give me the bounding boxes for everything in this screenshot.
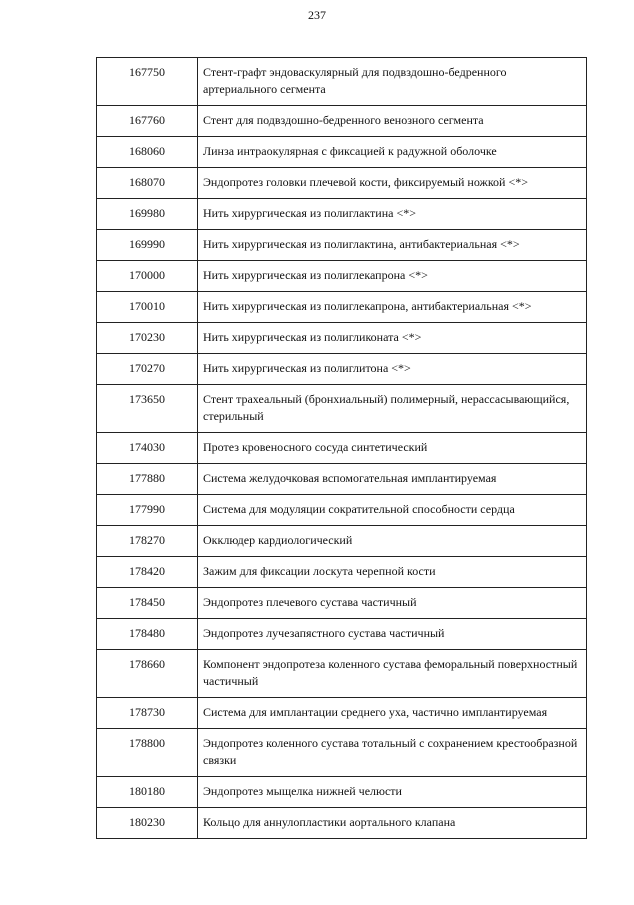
item-name: Окклюдер кардиологический xyxy=(198,526,587,557)
item-name: Эндопротез коленного сустава тотальный с сохранением крестообразной связки xyxy=(198,729,587,777)
table-row xyxy=(97,323,587,354)
item-code: 170270 xyxy=(97,354,198,385)
item-name: Эндопротез мыщелка нижней челюсти xyxy=(198,777,587,808)
table-row xyxy=(97,495,587,526)
page-number: 237 xyxy=(308,8,326,22)
item-code: 177880 xyxy=(97,464,198,495)
item-name: Нить хирургическая из полиглактина <*> xyxy=(198,199,587,230)
item-code: 170000 xyxy=(97,261,198,292)
item-name: Стент трахеальный (бронхиальный) полимерный, нерассасывающийся, стерильный xyxy=(198,385,587,433)
item-code: 178450 xyxy=(97,588,198,619)
item-name: Нить хирургическая из полиглактина, антибактериальная <*> xyxy=(198,230,587,261)
item-name: Система для имплантации среднего уха, частично имплантируемая xyxy=(198,698,587,729)
item-code: 180230 xyxy=(97,808,198,839)
table-row xyxy=(97,230,587,261)
item-name: Система желудочковая вспомогательная имплантируемая xyxy=(198,464,587,495)
item-code: 167760 xyxy=(97,106,198,137)
table-row xyxy=(97,464,587,495)
item-code: 168060 xyxy=(97,137,198,168)
table-row xyxy=(97,557,587,588)
item-name: Стент-графт эндоваскулярный для подвздошно-бедренного артериального сегмента xyxy=(198,58,587,106)
table-row xyxy=(97,777,587,808)
table-row xyxy=(97,698,587,729)
item-code: 169980 xyxy=(97,199,198,230)
table-row xyxy=(97,729,587,777)
item-code: 170230 xyxy=(97,323,198,354)
item-code: 167750 xyxy=(97,58,198,106)
item-code: 178800 xyxy=(97,729,198,777)
item-code: 178660 xyxy=(97,650,198,698)
item-code: 170010 xyxy=(97,292,198,323)
table-row xyxy=(97,354,587,385)
item-code: 178270 xyxy=(97,526,198,557)
item-name: Система для модуляции сократительной способности сердца xyxy=(198,495,587,526)
table-row xyxy=(97,106,587,137)
table-row xyxy=(97,526,587,557)
device-registry-table xyxy=(96,57,587,839)
item-name: Нить хирургическая из полиглитона <*> xyxy=(198,354,587,385)
item-code: 178480 xyxy=(97,619,198,650)
item-name: Эндопротез головки плечевой кости, фиксируемый ножкой <*> xyxy=(198,168,587,199)
table-row xyxy=(97,292,587,323)
item-code: 169990 xyxy=(97,230,198,261)
item-code: 168070 xyxy=(97,168,198,199)
table-row xyxy=(97,385,587,433)
table-row xyxy=(97,619,587,650)
item-code: 177990 xyxy=(97,495,198,526)
table-row xyxy=(97,58,587,106)
table-row xyxy=(97,168,587,199)
item-name: Зажим для фиксации лоскута черепной кости xyxy=(198,557,587,588)
table-row xyxy=(97,650,587,698)
item-name: Эндопротез плечевого сустава частичный xyxy=(198,588,587,619)
item-name: Линза интраокулярная с фиксацией к радужной оболочке xyxy=(198,137,587,168)
item-name: Стент для подвздошно-бедренного венозного сегмента xyxy=(198,106,587,137)
item-name: Компонент эндопротеза коленного сустава феморальный поверхностный частичный xyxy=(198,650,587,698)
table-row xyxy=(97,808,587,839)
item-name: Кольцо для аннулопластики аортального клапана xyxy=(198,808,587,839)
item-name: Нить хирургическая из полигликоната <*> xyxy=(198,323,587,354)
table-row xyxy=(97,199,587,230)
table-row xyxy=(97,588,587,619)
item-name: Эндопротез лучезапястного сустава частичный xyxy=(198,619,587,650)
table-row xyxy=(97,433,587,464)
item-code: 180180 xyxy=(97,777,198,808)
item-name: Нить хирургическая из полиглекапрона, антибактериальная <*> xyxy=(198,292,587,323)
table-row xyxy=(97,137,587,168)
table-row xyxy=(97,261,587,292)
item-code: 178730 xyxy=(97,698,198,729)
item-code: 173650 xyxy=(97,385,198,433)
item-code: 178420 xyxy=(97,557,198,588)
item-name: Нить хирургическая из полиглекапрона <*> xyxy=(198,261,587,292)
item-code: 174030 xyxy=(97,433,198,464)
item-name: Протез кровеносного сосуда синтетический xyxy=(198,433,587,464)
